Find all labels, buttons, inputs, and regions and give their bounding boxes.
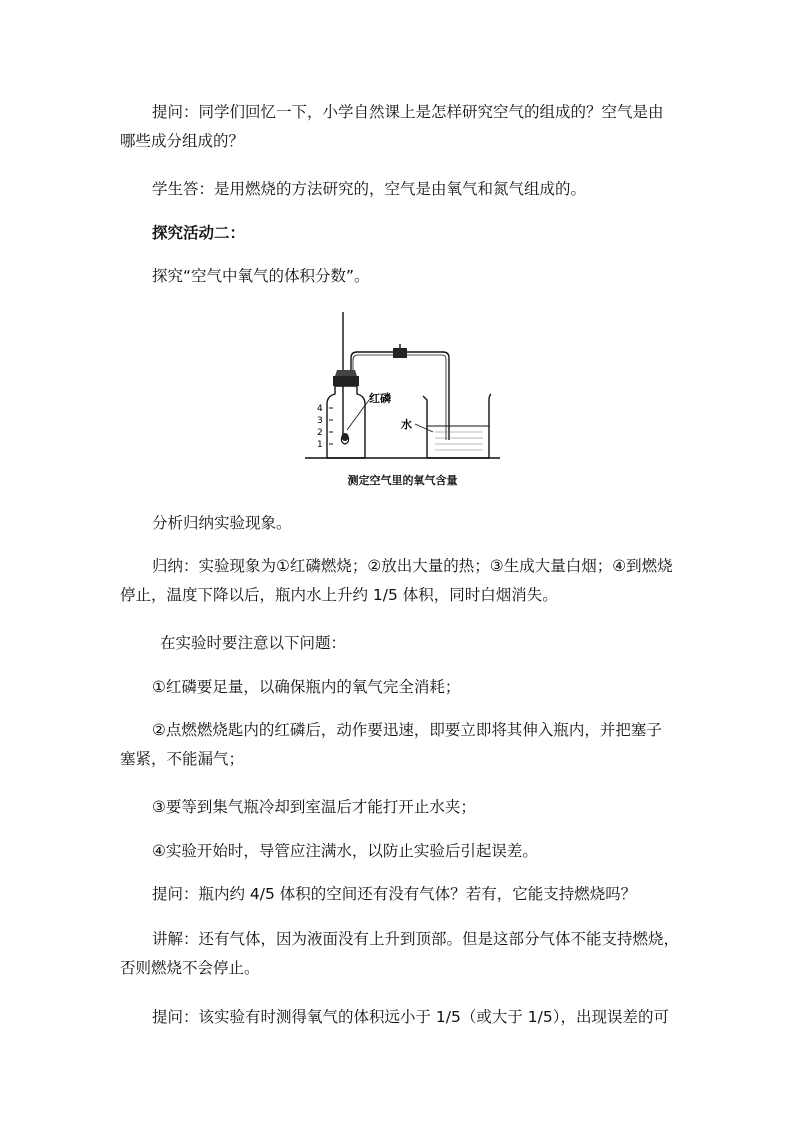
notice-item-2-line-2: 塞紧，不能漏气； — [120, 750, 245, 768]
label-red-phosphorus: 红磷 — [369, 392, 391, 405]
apparatus-diagram — [305, 312, 500, 470]
question-1-line-2: 哪些成分组成的？ — [120, 132, 245, 150]
figure-caption: 测定空气里的氧气含量 — [347, 474, 458, 487]
scale-mark-2: 2 — [317, 428, 323, 438]
explanation-line-1: 讲解：还有气体，因为液面没有上升到顶部。但是这部分气体不能支持燃烧， — [152, 930, 680, 948]
notice-item-1: ①红磷要足量，以确保瓶内的氧气完全消耗； — [152, 678, 461, 696]
summary — [152, 552, 708, 581]
explanation-continued — [120, 954, 676, 983]
scale-mark-4: 4 — [317, 404, 323, 414]
scale-mark-1: 1 — [317, 440, 323, 450]
summary-line-2: 停止，温度下降以后，瓶内水上升约 1/5 体积，同时白烟消失。 — [120, 586, 558, 604]
notice-item-2-line-1: ②点燃燃烧匙内的红磷后，动作要迅速，即要立即将其伸入瓶内，并把塞子 — [152, 721, 662, 739]
question-3: 提问：该实验有时测得氧气的体积远小于 1/5（或大于 1/5），出现误差的可 — [152, 1008, 669, 1026]
question-1 — [152, 98, 708, 127]
activity-description: 探究“空气中氧气的体积分数”。 — [152, 267, 370, 285]
notice-item-2 — [152, 716, 708, 745]
summary-continued — [120, 581, 676, 610]
experiment-figure — [305, 312, 500, 492]
notice-heading: 在实验时要注意以下问题： — [160, 634, 347, 652]
notice-item-4: ④实验开始时，导管应注满水，以防止实验后引起误差。 — [152, 842, 538, 860]
scale-mark-3: 3 — [317, 416, 323, 426]
analyze-phenomena: 分析归纳实验现象。 — [152, 514, 292, 532]
question-2: 提问：瓶内约 4/5 体积的空间还有没有气体？若有，它能支持燃烧吗？ — [152, 885, 637, 903]
activity-heading: 探究活动二： — [152, 224, 246, 242]
notice-item-3: ③要等到集气瓶冷却到室温后才能打开止水夹； — [152, 798, 476, 816]
student-answer: 学生答：是用燃烧的方法研究的，空气是由氧气和氮气组成的。 — [152, 180, 587, 198]
explanation — [152, 925, 708, 954]
explanation-line-2: 否则燃烧不会停止。 — [120, 959, 260, 977]
label-water: 水 — [401, 418, 412, 431]
summary-line-1: 归纳：实验现象为①红磷燃烧；②放出大量的热；③生成大量白烟；④到燃烧 — [152, 557, 673, 575]
notice-item-2-continued — [120, 745, 676, 774]
question-1-continued — [120, 127, 676, 156]
question-1-line-1: 提问：同学们回忆一下，小学自然课上是怎样研究空气的组成的？空气是由 — [152, 103, 664, 121]
